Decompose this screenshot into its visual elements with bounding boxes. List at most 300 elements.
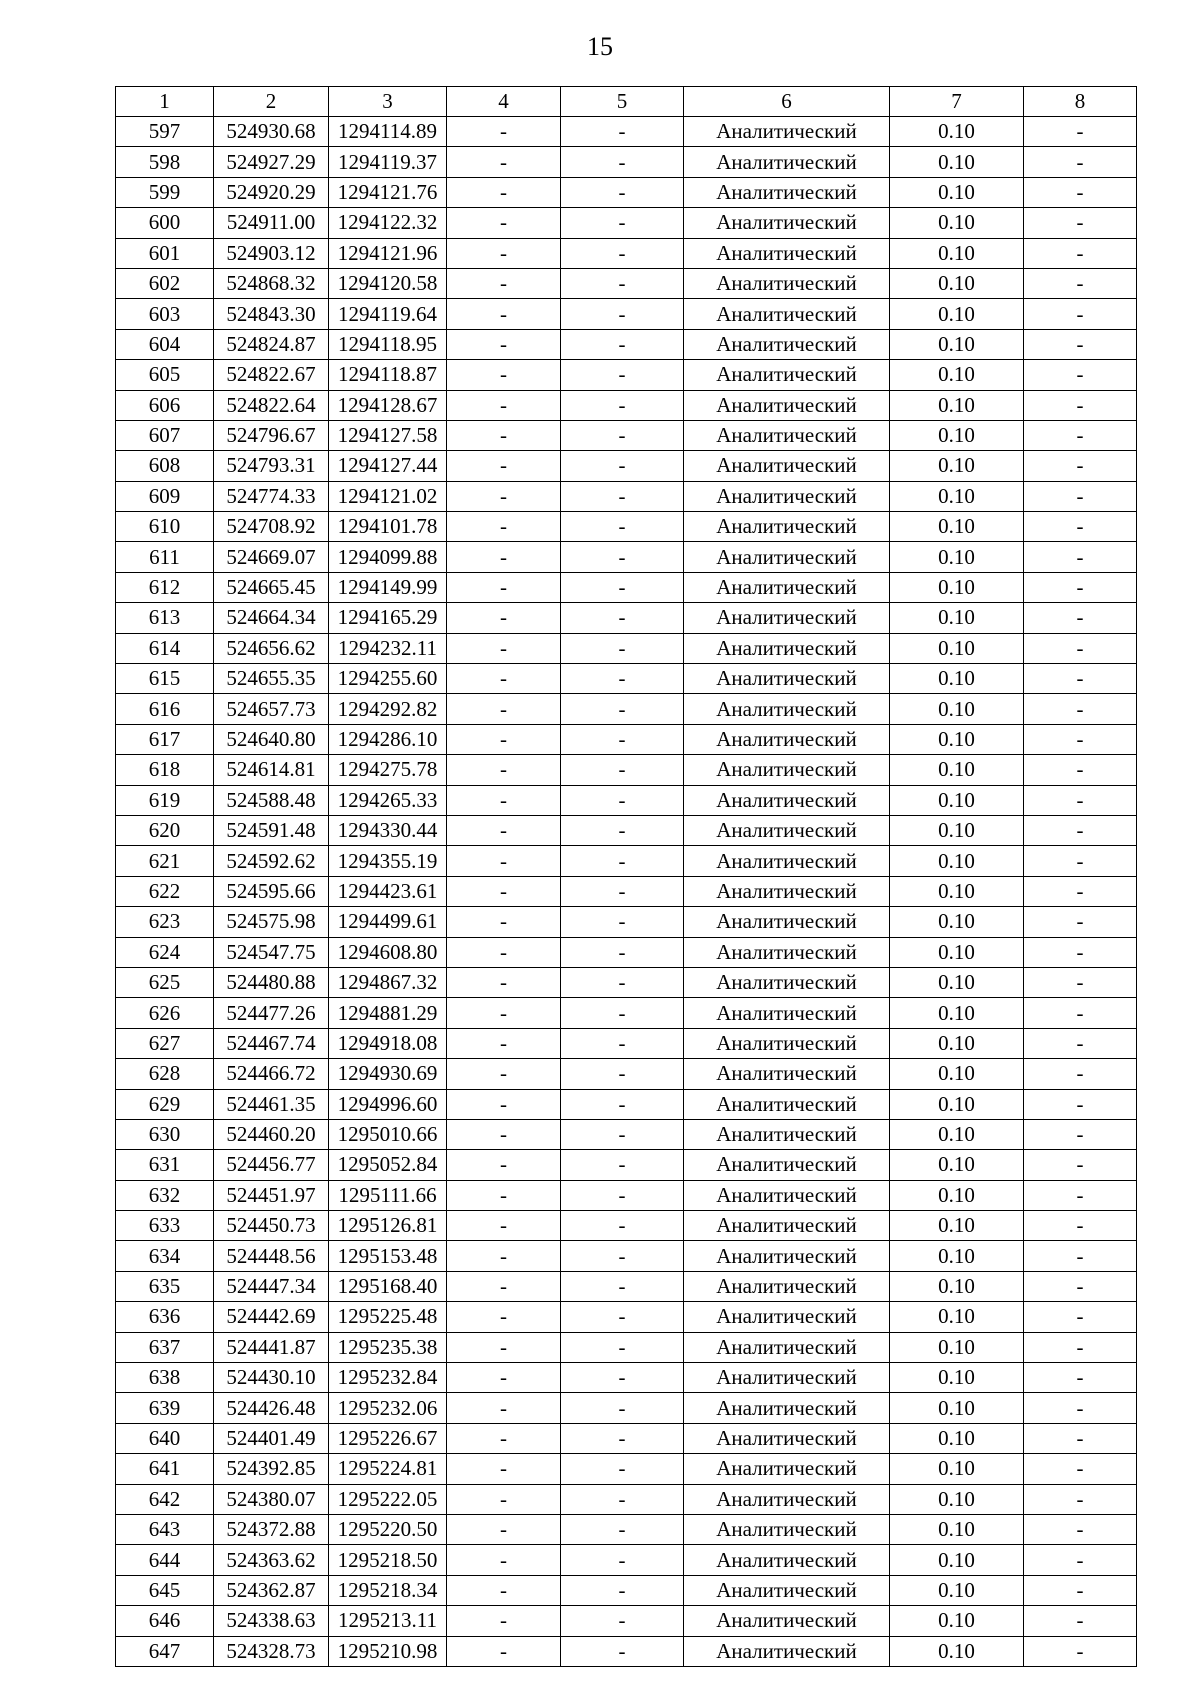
cell-point-number: 622 bbox=[116, 876, 214, 906]
table-row bbox=[116, 1636, 1137, 1666]
cell-coord-y: 1294275.78 bbox=[329, 755, 447, 785]
cell-method: Аналитический bbox=[684, 1271, 890, 1301]
cell-col-5: - bbox=[561, 1606, 684, 1636]
cell-col-8: - bbox=[1024, 1089, 1137, 1119]
cell-coord-y: 1295226.67 bbox=[329, 1423, 447, 1453]
cell-col-8: - bbox=[1024, 633, 1137, 663]
table-row bbox=[116, 1302, 1137, 1332]
cell-col-5: - bbox=[561, 785, 684, 815]
cell-col-5: - bbox=[561, 451, 684, 481]
cell-point-number: 620 bbox=[116, 815, 214, 845]
cell-method: Аналитический bbox=[684, 1606, 890, 1636]
cell-col-5: - bbox=[561, 1089, 684, 1119]
table-row bbox=[116, 1393, 1137, 1423]
cell-col-5: - bbox=[561, 694, 684, 724]
table-row bbox=[116, 1241, 1137, 1271]
cell-accuracy: 0.10 bbox=[890, 998, 1024, 1028]
cell-col-4: - bbox=[447, 1575, 561, 1605]
cell-accuracy: 0.10 bbox=[890, 1271, 1024, 1301]
cell-point-number: 602 bbox=[116, 268, 214, 298]
cell-col-8: - bbox=[1024, 117, 1137, 147]
cell-method: Аналитический bbox=[684, 299, 890, 329]
cell-coord-x: 524793.31 bbox=[214, 451, 329, 481]
cell-col-5: - bbox=[561, 1575, 684, 1605]
table-row bbox=[116, 1211, 1137, 1241]
cell-col-8: - bbox=[1024, 360, 1137, 390]
cell-col-4: - bbox=[447, 1150, 561, 1180]
cell-col-8: - bbox=[1024, 724, 1137, 754]
table-row bbox=[116, 147, 1137, 177]
cell-point-number: 614 bbox=[116, 633, 214, 663]
cell-col-5: - bbox=[561, 1119, 684, 1149]
cell-accuracy: 0.10 bbox=[890, 846, 1024, 876]
cell-col-5: - bbox=[561, 1393, 684, 1423]
cell-accuracy: 0.10 bbox=[890, 724, 1024, 754]
cell-accuracy: 0.10 bbox=[890, 1119, 1024, 1149]
cell-method: Аналитический bbox=[684, 1423, 890, 1453]
cell-col-5: - bbox=[561, 724, 684, 754]
table-row bbox=[116, 1363, 1137, 1393]
cell-accuracy: 0.10 bbox=[890, 208, 1024, 238]
cell-col-4: - bbox=[447, 1606, 561, 1636]
cell-coord-x: 524774.33 bbox=[214, 481, 329, 511]
cell-method: Аналитический bbox=[684, 512, 890, 542]
cell-coord-y: 1295153.48 bbox=[329, 1241, 447, 1271]
cell-coord-x: 524920.29 bbox=[214, 177, 329, 207]
cell-col-4: - bbox=[447, 451, 561, 481]
cell-col-4: - bbox=[447, 481, 561, 511]
cell-accuracy: 0.10 bbox=[890, 785, 1024, 815]
cell-col-8: - bbox=[1024, 208, 1137, 238]
cell-method: Аналитический bbox=[684, 420, 890, 450]
cell-coord-x: 524401.49 bbox=[214, 1423, 329, 1453]
cell-accuracy: 0.10 bbox=[890, 1059, 1024, 1089]
cell-coord-x: 524655.35 bbox=[214, 664, 329, 694]
cell-coord-y: 1295220.50 bbox=[329, 1514, 447, 1544]
cell-method: Аналитический bbox=[684, 390, 890, 420]
cell-col-4: - bbox=[447, 815, 561, 845]
table-row bbox=[116, 967, 1137, 997]
cell-coord-y: 1295218.50 bbox=[329, 1545, 447, 1575]
cell-coord-y: 1294101.78 bbox=[329, 512, 447, 542]
cell-col-4: - bbox=[447, 390, 561, 420]
cell-coord-y: 1294355.19 bbox=[329, 846, 447, 876]
cell-col-8: - bbox=[1024, 1423, 1137, 1453]
cell-method: Аналитический bbox=[684, 1484, 890, 1514]
header-col-8: 8 bbox=[1024, 87, 1137, 117]
cell-coord-y: 1294119.64 bbox=[329, 299, 447, 329]
cell-accuracy: 0.10 bbox=[890, 1302, 1024, 1332]
cell-point-number: 604 bbox=[116, 329, 214, 359]
cell-col-8: - bbox=[1024, 147, 1137, 177]
table-row bbox=[116, 268, 1137, 298]
cell-col-8: - bbox=[1024, 1606, 1137, 1636]
cell-method: Аналитический bbox=[684, 1332, 890, 1362]
cell-col-4: - bbox=[447, 1119, 561, 1149]
cell-col-4: - bbox=[447, 1241, 561, 1271]
cell-col-5: - bbox=[561, 542, 684, 572]
cell-coord-x: 524665.45 bbox=[214, 572, 329, 602]
cell-coord-y: 1294121.02 bbox=[329, 481, 447, 511]
cell-point-number: 626 bbox=[116, 998, 214, 1028]
cell-col-4: - bbox=[447, 694, 561, 724]
cell-coord-x: 524363.62 bbox=[214, 1545, 329, 1575]
cell-coord-y: 1294292.82 bbox=[329, 694, 447, 724]
cell-col-4: - bbox=[447, 208, 561, 238]
table-row bbox=[116, 1119, 1137, 1149]
cell-accuracy: 0.10 bbox=[890, 512, 1024, 542]
table-row bbox=[116, 1089, 1137, 1119]
cell-col-4: - bbox=[447, 238, 561, 268]
table-row bbox=[116, 1150, 1137, 1180]
cell-method: Аналитический bbox=[684, 1028, 890, 1058]
cell-accuracy: 0.10 bbox=[890, 1454, 1024, 1484]
cell-coord-x: 524595.66 bbox=[214, 876, 329, 906]
cell-col-4: - bbox=[447, 785, 561, 815]
cell-col-8: - bbox=[1024, 1545, 1137, 1575]
cell-coord-x: 524460.20 bbox=[214, 1119, 329, 1149]
cell-col-8: - bbox=[1024, 1119, 1137, 1149]
cell-point-number: 634 bbox=[116, 1241, 214, 1271]
cell-point-number: 618 bbox=[116, 755, 214, 785]
cell-col-8: - bbox=[1024, 1363, 1137, 1393]
cell-coord-y: 1295224.81 bbox=[329, 1454, 447, 1484]
cell-coord-x: 524430.10 bbox=[214, 1363, 329, 1393]
cell-point-number: 641 bbox=[116, 1454, 214, 1484]
table-row bbox=[116, 937, 1137, 967]
cell-coord-x: 524448.56 bbox=[214, 1241, 329, 1271]
cell-coord-y: 1294265.33 bbox=[329, 785, 447, 815]
table-row bbox=[116, 299, 1137, 329]
table-row bbox=[116, 1454, 1137, 1484]
cell-point-number: 605 bbox=[116, 360, 214, 390]
cell-col-4: - bbox=[447, 299, 561, 329]
cell-col-8: - bbox=[1024, 815, 1137, 845]
cell-point-number: 639 bbox=[116, 1393, 214, 1423]
cell-col-4: - bbox=[447, 907, 561, 937]
cell-coord-x: 524338.63 bbox=[214, 1606, 329, 1636]
cell-accuracy: 0.10 bbox=[890, 390, 1024, 420]
cell-col-8: - bbox=[1024, 876, 1137, 906]
cell-coord-x: 524451.97 bbox=[214, 1180, 329, 1210]
cell-col-5: - bbox=[561, 1514, 684, 1544]
cell-col-4: - bbox=[447, 1089, 561, 1119]
header-method: 6 bbox=[684, 87, 890, 117]
cell-coord-y: 1294099.88 bbox=[329, 542, 447, 572]
cell-point-number: 633 bbox=[116, 1211, 214, 1241]
cell-point-number: 606 bbox=[116, 390, 214, 420]
cell-col-5: - bbox=[561, 117, 684, 147]
cell-col-8: - bbox=[1024, 694, 1137, 724]
table-row bbox=[116, 512, 1137, 542]
cell-col-4: - bbox=[447, 268, 561, 298]
cell-col-5: - bbox=[561, 329, 684, 359]
cell-accuracy: 0.10 bbox=[890, 299, 1024, 329]
cell-point-number: 632 bbox=[116, 1180, 214, 1210]
cell-col-4: - bbox=[447, 603, 561, 633]
cell-coord-x: 524822.64 bbox=[214, 390, 329, 420]
cell-coord-y: 1295210.98 bbox=[329, 1636, 447, 1666]
cell-method: Аналитический bbox=[684, 755, 890, 785]
cell-coord-x: 524824.87 bbox=[214, 329, 329, 359]
cell-coord-y: 1294121.76 bbox=[329, 177, 447, 207]
cell-accuracy: 0.10 bbox=[890, 755, 1024, 785]
cell-col-4: - bbox=[447, 1059, 561, 1089]
cell-coord-y: 1294127.58 bbox=[329, 420, 447, 450]
cell-method: Аналитический bbox=[684, 937, 890, 967]
cell-coord-y: 1295222.05 bbox=[329, 1484, 447, 1514]
table-row bbox=[116, 390, 1137, 420]
cell-coord-x: 524588.48 bbox=[214, 785, 329, 815]
table-row bbox=[116, 694, 1137, 724]
cell-method: Аналитический bbox=[684, 1211, 890, 1241]
cell-coord-y: 1294255.60 bbox=[329, 664, 447, 694]
cell-col-4: - bbox=[447, 937, 561, 967]
cell-accuracy: 0.10 bbox=[890, 117, 1024, 147]
cell-col-5: - bbox=[561, 360, 684, 390]
table-row bbox=[116, 755, 1137, 785]
cell-coord-x: 524426.48 bbox=[214, 1393, 329, 1423]
cell-col-8: - bbox=[1024, 1180, 1137, 1210]
cell-accuracy: 0.10 bbox=[890, 603, 1024, 633]
cell-point-number: 617 bbox=[116, 724, 214, 754]
cell-col-5: - bbox=[561, 1150, 684, 1180]
cell-accuracy: 0.10 bbox=[890, 329, 1024, 359]
cell-col-8: - bbox=[1024, 238, 1137, 268]
cell-col-5: - bbox=[561, 1484, 684, 1514]
table-row bbox=[116, 420, 1137, 450]
cell-method: Аналитический bbox=[684, 1363, 890, 1393]
cell-coord-x: 524450.73 bbox=[214, 1211, 329, 1241]
cell-method: Аналитический bbox=[684, 1150, 890, 1180]
cell-coord-x: 524669.07 bbox=[214, 542, 329, 572]
cell-col-4: - bbox=[447, 1180, 561, 1210]
cell-coord-x: 524868.32 bbox=[214, 268, 329, 298]
cell-coord-x: 524592.62 bbox=[214, 846, 329, 876]
cell-point-number: 624 bbox=[116, 937, 214, 967]
cell-accuracy: 0.10 bbox=[890, 238, 1024, 268]
table-row bbox=[116, 846, 1137, 876]
table-row bbox=[116, 1028, 1137, 1058]
cell-col-4: - bbox=[447, 1454, 561, 1484]
cell-col-8: - bbox=[1024, 512, 1137, 542]
cell-col-5: - bbox=[561, 512, 684, 542]
cell-point-number: 646 bbox=[116, 1606, 214, 1636]
cell-point-number: 609 bbox=[116, 481, 214, 511]
table-row bbox=[116, 815, 1137, 845]
cell-accuracy: 0.10 bbox=[890, 177, 1024, 207]
cell-col-8: - bbox=[1024, 937, 1137, 967]
cell-point-number: 615 bbox=[116, 664, 214, 694]
cell-method: Аналитический bbox=[684, 1180, 890, 1210]
cell-accuracy: 0.10 bbox=[890, 1423, 1024, 1453]
cell-col-8: - bbox=[1024, 1028, 1137, 1058]
cell-coord-y: 1294996.60 bbox=[329, 1089, 447, 1119]
cell-col-4: - bbox=[447, 1393, 561, 1423]
coordinates-table bbox=[115, 86, 1137, 1667]
cell-col-8: - bbox=[1024, 329, 1137, 359]
cell-coord-x: 524822.67 bbox=[214, 360, 329, 390]
cell-coord-x: 524467.74 bbox=[214, 1028, 329, 1058]
cell-col-4: - bbox=[447, 724, 561, 754]
cell-accuracy: 0.10 bbox=[890, 572, 1024, 602]
cell-col-4: - bbox=[447, 1363, 561, 1393]
cell-accuracy: 0.10 bbox=[890, 420, 1024, 450]
cell-col-4: - bbox=[447, 512, 561, 542]
cell-point-number: 635 bbox=[116, 1271, 214, 1301]
cell-method: Аналитический bbox=[684, 1393, 890, 1423]
cell-coord-x: 524843.30 bbox=[214, 299, 329, 329]
cell-coord-x: 524903.12 bbox=[214, 238, 329, 268]
cell-coord-y: 1295126.81 bbox=[329, 1211, 447, 1241]
cell-point-number: 607 bbox=[116, 420, 214, 450]
cell-method: Аналитический bbox=[684, 1119, 890, 1149]
cell-accuracy: 0.10 bbox=[890, 815, 1024, 845]
cell-point-number: 612 bbox=[116, 572, 214, 602]
cell-col-8: - bbox=[1024, 268, 1137, 298]
cell-coord-y: 1294121.96 bbox=[329, 238, 447, 268]
cell-col-5: - bbox=[561, 603, 684, 633]
cell-col-8: - bbox=[1024, 1150, 1137, 1180]
cell-col-4: - bbox=[447, 998, 561, 1028]
cell-accuracy: 0.10 bbox=[890, 1211, 1024, 1241]
cell-method: Аналитический bbox=[684, 1545, 890, 1575]
cell-coord-y: 1294232.11 bbox=[329, 633, 447, 663]
cell-col-5: - bbox=[561, 633, 684, 663]
cell-accuracy: 0.10 bbox=[890, 1575, 1024, 1605]
table-row bbox=[116, 117, 1137, 147]
cell-coord-x: 524591.48 bbox=[214, 815, 329, 845]
cell-col-4: - bbox=[447, 1211, 561, 1241]
cell-coord-y: 1294119.37 bbox=[329, 147, 447, 177]
cell-col-4: - bbox=[447, 1514, 561, 1544]
cell-col-5: - bbox=[561, 664, 684, 694]
table-row bbox=[116, 1332, 1137, 1362]
table-row bbox=[116, 542, 1137, 572]
table-row bbox=[116, 998, 1137, 1028]
cell-coord-y: 1294120.58 bbox=[329, 268, 447, 298]
cell-col-8: - bbox=[1024, 481, 1137, 511]
table-row bbox=[116, 1514, 1137, 1544]
cell-col-8: - bbox=[1024, 299, 1137, 329]
cell-method: Аналитический bbox=[684, 1059, 890, 1089]
cell-col-8: - bbox=[1024, 1484, 1137, 1514]
cell-accuracy: 0.10 bbox=[890, 542, 1024, 572]
cell-col-5: - bbox=[561, 1271, 684, 1301]
cell-col-4: - bbox=[447, 360, 561, 390]
cell-accuracy: 0.10 bbox=[890, 1636, 1024, 1666]
cell-col-4: - bbox=[447, 1302, 561, 1332]
table-row bbox=[116, 1271, 1137, 1301]
cell-col-5: - bbox=[561, 755, 684, 785]
cell-method: Аналитический bbox=[684, 542, 890, 572]
cell-coord-y: 1295225.48 bbox=[329, 1302, 447, 1332]
cell-method: Аналитический bbox=[684, 572, 890, 602]
cell-coord-y: 1294149.99 bbox=[329, 572, 447, 602]
cell-point-number: 631 bbox=[116, 1150, 214, 1180]
cell-accuracy: 0.10 bbox=[890, 937, 1024, 967]
cell-method: Аналитический bbox=[684, 208, 890, 238]
cell-col-5: - bbox=[561, 420, 684, 450]
cell-col-8: - bbox=[1024, 1636, 1137, 1666]
cell-coord-y: 1294608.80 bbox=[329, 937, 447, 967]
cell-accuracy: 0.10 bbox=[890, 1241, 1024, 1271]
table-row bbox=[116, 1484, 1137, 1514]
cell-coord-y: 1294127.44 bbox=[329, 451, 447, 481]
table-row bbox=[116, 481, 1137, 511]
cell-method: Аналитический bbox=[684, 360, 890, 390]
cell-method: Аналитический bbox=[684, 876, 890, 906]
cell-accuracy: 0.10 bbox=[890, 694, 1024, 724]
cell-point-number: 599 bbox=[116, 177, 214, 207]
cell-point-number: 640 bbox=[116, 1423, 214, 1453]
header-point-number: 1 bbox=[116, 87, 214, 117]
cell-col-8: - bbox=[1024, 1393, 1137, 1423]
table-header-row bbox=[116, 87, 1137, 117]
cell-col-8: - bbox=[1024, 420, 1137, 450]
cell-col-5: - bbox=[561, 1241, 684, 1271]
cell-col-4: - bbox=[447, 1332, 561, 1362]
cell-method: Аналитический bbox=[684, 907, 890, 937]
cell-coord-x: 524456.77 bbox=[214, 1150, 329, 1180]
cell-col-8: - bbox=[1024, 1575, 1137, 1605]
cell-coord-x: 524362.87 bbox=[214, 1575, 329, 1605]
cell-col-5: - bbox=[561, 1454, 684, 1484]
cell-accuracy: 0.10 bbox=[890, 1363, 1024, 1393]
cell-point-number: 630 bbox=[116, 1119, 214, 1149]
cell-point-number: 619 bbox=[116, 785, 214, 815]
cell-col-5: - bbox=[561, 815, 684, 845]
cell-point-number: 644 bbox=[116, 1545, 214, 1575]
table-row bbox=[116, 664, 1137, 694]
cell-coord-x: 524447.34 bbox=[214, 1271, 329, 1301]
cell-coord-y: 1294122.32 bbox=[329, 208, 447, 238]
cell-point-number: 643 bbox=[116, 1514, 214, 1544]
cell-method: Аналитический bbox=[684, 633, 890, 663]
cell-accuracy: 0.10 bbox=[890, 907, 1024, 937]
cell-coord-x: 524930.68 bbox=[214, 117, 329, 147]
cell-col-4: - bbox=[447, 755, 561, 785]
cell-accuracy: 0.10 bbox=[890, 967, 1024, 997]
cell-accuracy: 0.10 bbox=[890, 664, 1024, 694]
cell-point-number: 638 bbox=[116, 1363, 214, 1393]
cell-col-8: - bbox=[1024, 451, 1137, 481]
cell-method: Аналитический bbox=[684, 177, 890, 207]
cell-col-8: - bbox=[1024, 572, 1137, 602]
cell-accuracy: 0.10 bbox=[890, 147, 1024, 177]
cell-col-8: - bbox=[1024, 542, 1137, 572]
cell-col-8: - bbox=[1024, 998, 1137, 1028]
cell-method: Аналитический bbox=[684, 846, 890, 876]
cell-point-number: 647 bbox=[116, 1636, 214, 1666]
cell-accuracy: 0.10 bbox=[890, 1606, 1024, 1636]
cell-coord-y: 1295111.66 bbox=[329, 1180, 447, 1210]
cell-accuracy: 0.10 bbox=[890, 1089, 1024, 1119]
cell-coord-y: 1295213.11 bbox=[329, 1606, 447, 1636]
cell-col-5: - bbox=[561, 481, 684, 511]
cell-accuracy: 0.10 bbox=[890, 1393, 1024, 1423]
cell-accuracy: 0.10 bbox=[890, 481, 1024, 511]
cell-col-5: - bbox=[561, 1545, 684, 1575]
cell-col-4: - bbox=[447, 664, 561, 694]
cell-coord-x: 524380.07 bbox=[214, 1484, 329, 1514]
table-row bbox=[116, 208, 1137, 238]
cell-point-number: 645 bbox=[116, 1575, 214, 1605]
cell-method: Аналитический bbox=[684, 238, 890, 268]
table-row bbox=[116, 1180, 1137, 1210]
cell-col-4: - bbox=[447, 117, 561, 147]
table-row bbox=[116, 572, 1137, 602]
